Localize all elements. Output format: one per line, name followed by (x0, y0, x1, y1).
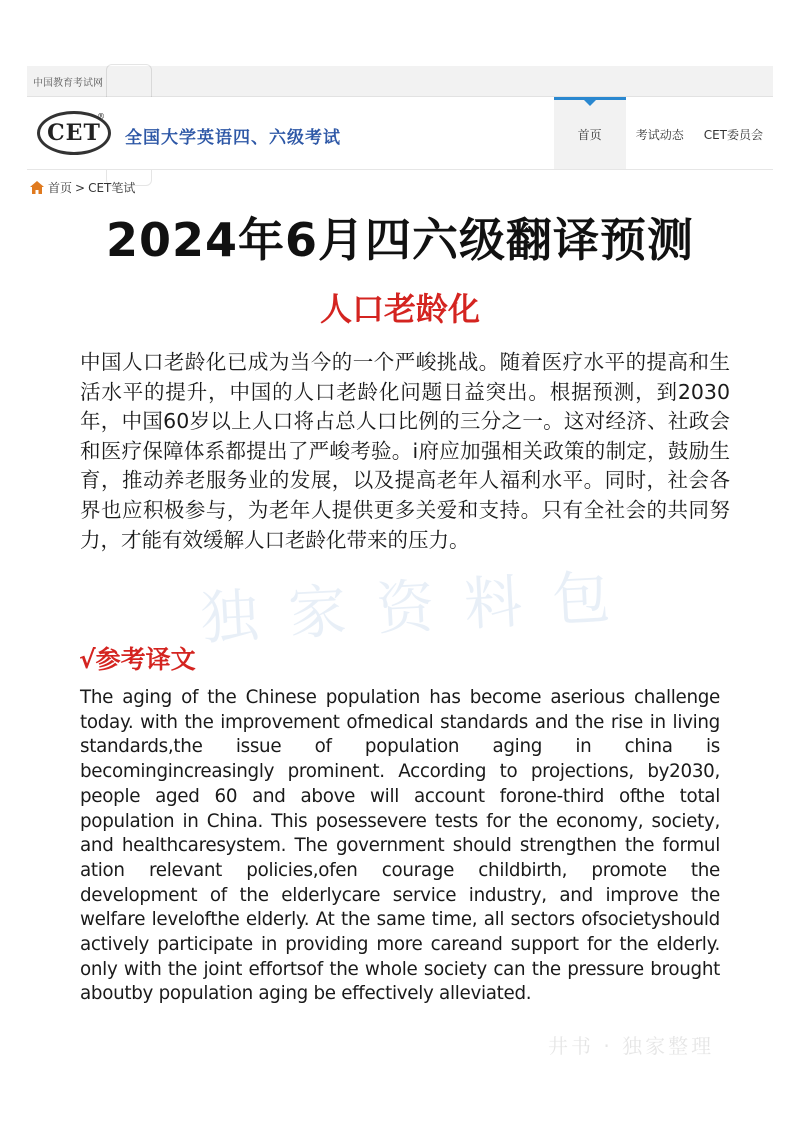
breadcrumb (30, 179, 135, 196)
breadcrumb-current[interactable]: CET笔试 (88, 181, 136, 195)
nav-cet-committee[interactable]: CET委员会 (703, 128, 763, 142)
nav-home[interactable]: 首页 (554, 97, 626, 169)
site-title[interactable]: 全国大学英语四、六级考试 (125, 128, 341, 148)
logo-text: CET (47, 120, 101, 146)
watermark-center: 独家资料包 (198, 561, 642, 653)
home-icon[interactable] (30, 181, 44, 194)
chinese-passage: 中国人口老龄化已成为当今的一个严峻挑战。随着医疗水平的提高和生活水平的提升，中国的人口老龄化问题日益突出。根据预测，到2030年，中国60岁以上人口将占总人口比例的三分之一。这对经济、社政会和医疗保障体系都提出了严峻考验。i府应加强相关政策的制定，鼓励生育，推动养老服务业的发展，以及提高老年人福利水平。同时，社会各界也应积极参与，为老年人提供更多关爱和支持。只有全社会的共同努力，才能有效缓解人口老龄化带来的压力。 (80, 350, 730, 552)
article-subtitle: 人口老龄化 (319, 290, 480, 328)
site-name[interactable]: 中国教育考试网 (33, 78, 103, 89)
english-translation: The aging of the Chinese population has become aserious challenge today. with the improvement ofmedical standards and the rise in living standards,the issue of population aging in china is becomingincreasingly prominent. According to projections, by2030, people aged 60 and above will account forone-third ofthe total population in China. This posessevere tests for the economy, society, and healthcaresystem. The government should strengthen the formul ation relevant policies,ofen courage childbirth, promote the development of the elderlycare service industry, and improve the welfare levelofthe elderly. At the same time, all sectors ofsocietyshould actively participate in providing more careand support for the elderly. only with the joint effortsof the whole society can the pressure brought aboutby population aging be effectively alleviated. (80, 687, 720, 1005)
nav-exam-news[interactable]: 考试动态 (635, 128, 684, 142)
breadcrumb-home[interactable]: 首页 (48, 181, 73, 195)
site-header (27, 97, 773, 170)
cet-logo[interactable] (37, 111, 111, 155)
registered-mark: ® (97, 112, 106, 121)
article-title: 2024年6月四六级翻译预测 (105, 213, 695, 267)
reference-heading: √参考译文 (79, 645, 196, 674)
watermark-bottom: 井书 · 独家整理 (548, 1034, 715, 1058)
main-nav (554, 97, 773, 169)
breadcrumb-separator: > (75, 180, 86, 195)
